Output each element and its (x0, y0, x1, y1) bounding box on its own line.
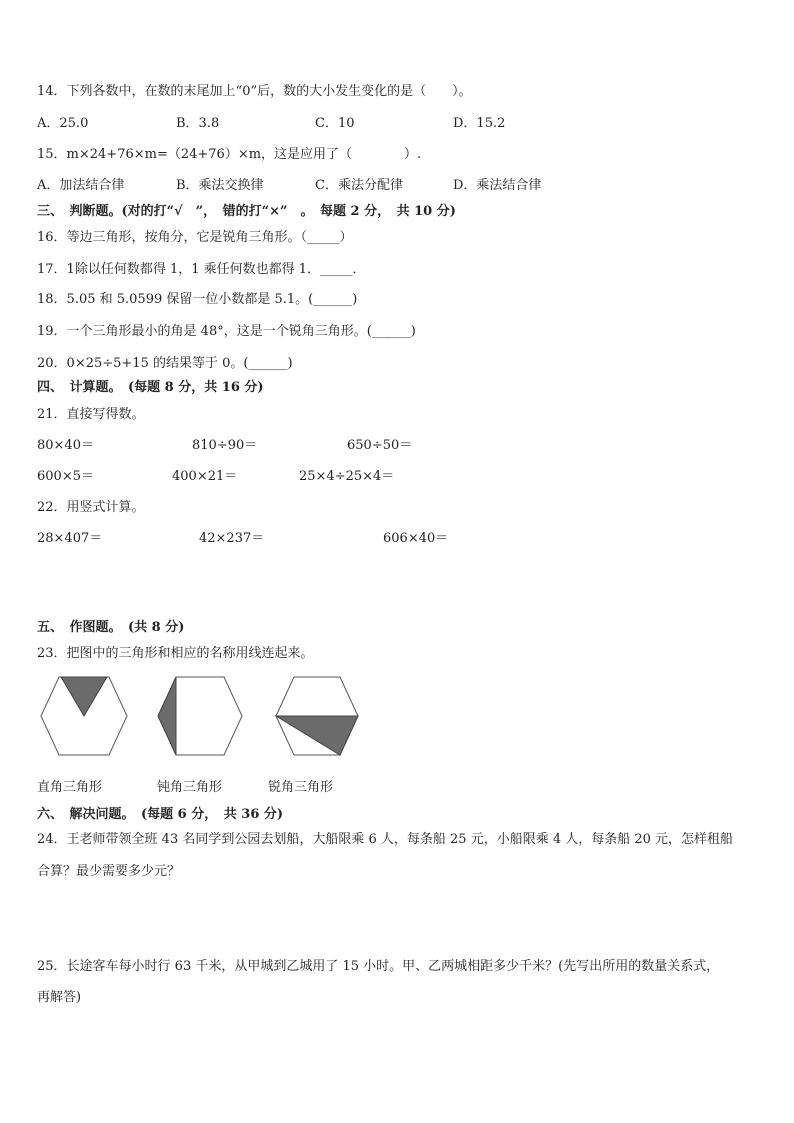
shaded-triangle (276, 716, 358, 755)
section-4-title: 四、 计算题。 (每题 8 分，共 16 分) (37, 380, 264, 395)
hexagon-figure-3 (273, 676, 363, 758)
q21-item: 25×4÷25×4＝ (299, 469, 395, 484)
shaded-triangle (61, 677, 107, 716)
q23-label-acute-triangle[interactable]: 锐角三角形 (268, 780, 334, 795)
q24-line1: 24．王老师带领全班 43 名同学到公园去划船，大船限乘 6 人，每条船 25 元，小船限乘 4 人，每条船 20 元，怎样租船 (37, 832, 734, 847)
q14-option-a[interactable]: A．25.0 (37, 116, 89, 131)
q24-line2: 合算？最少需要多少元？ (37, 864, 181, 879)
q23-stem: 23．把图中的三角形和相应的名称用线连起来。 (37, 646, 314, 661)
q21-item: 600×5＝ (37, 469, 94, 484)
q21-item: 400×21＝ (172, 469, 238, 484)
q23-label-right-triangle[interactable]: 直角三角形 (37, 780, 103, 795)
q14-stem: 14．下列各数中，在数的末尾加上“0”后，数的大小发生变化的是（ ）。 (37, 84, 472, 99)
q15-option-b[interactable]: B．乘法交换律 (176, 178, 264, 193)
q23-label-obtuse-triangle[interactable]: 钝角三角形 (157, 780, 223, 795)
q22-stem: 22．用竖式计算。 (37, 500, 145, 515)
q15-option-d[interactable]: D．乘法结合律 (453, 178, 542, 193)
q14-option-d[interactable]: D．15.2 (453, 116, 506, 131)
q21-stem: 21．直接写得数。 (37, 407, 145, 422)
shaded-triangle (158, 677, 176, 755)
q14-option-c[interactable]: C．10 (315, 116, 355, 131)
section-3-title: 三、 判断题。(对的打“√ ”， 错的打“×” 。 每题 2 分， 共 10 分) (37, 204, 456, 219)
q22-item: 28×407＝ (37, 531, 103, 546)
q15-option-c[interactable]: C．乘法分配律 (315, 178, 403, 193)
q25-line2: 再解答) (37, 990, 82, 1005)
q15-stem: 15．m×24+76×m=（24+76）×m，这是应用了（ ）. (37, 147, 422, 162)
q25-line1: 25．长途客车每小时行 63 千米，从甲城到乙城用了 15 小时。甲、乙两城相距多少千米？(先写出所用的数量关系式， (37, 959, 720, 974)
q18: 18．5.05 和 5.0599 保留一位小数都是 5.1。(______) (37, 292, 358, 307)
q22-item: 606×40＝ (383, 531, 449, 546)
q20: 20．0×25÷5+15 的结果等于 0。(______) (37, 356, 293, 371)
hexagon-figure-1 (39, 676, 129, 758)
q21-item: 80×40＝ (37, 438, 94, 453)
q17: 17．1除以任何数都得 1，1 乘任何数也都得 1．_____． (37, 262, 366, 277)
q19: 19．一个三角形最小的角是 48°，这是一个锐角三角形。(______) (37, 324, 416, 339)
q15-option-a[interactable]: A．加法结合律 (37, 178, 125, 193)
section-5-title: 五、 作图题。 (共 8 分) (37, 620, 185, 635)
q16: 16．等边三角形，按角分，它是锐角三角形。（_____） (37, 230, 353, 245)
section-6-title: 六、 解决问题。 (每题 6 分， 共 36 分) (37, 807, 284, 822)
q21-item: 650÷50＝ (347, 438, 413, 453)
q22-item: 42×237＝ (199, 531, 265, 546)
q21-item: 810÷90＝ (192, 438, 258, 453)
hexagon-figure-2 (156, 676, 246, 758)
q14-option-b[interactable]: B．3.8 (176, 116, 220, 131)
